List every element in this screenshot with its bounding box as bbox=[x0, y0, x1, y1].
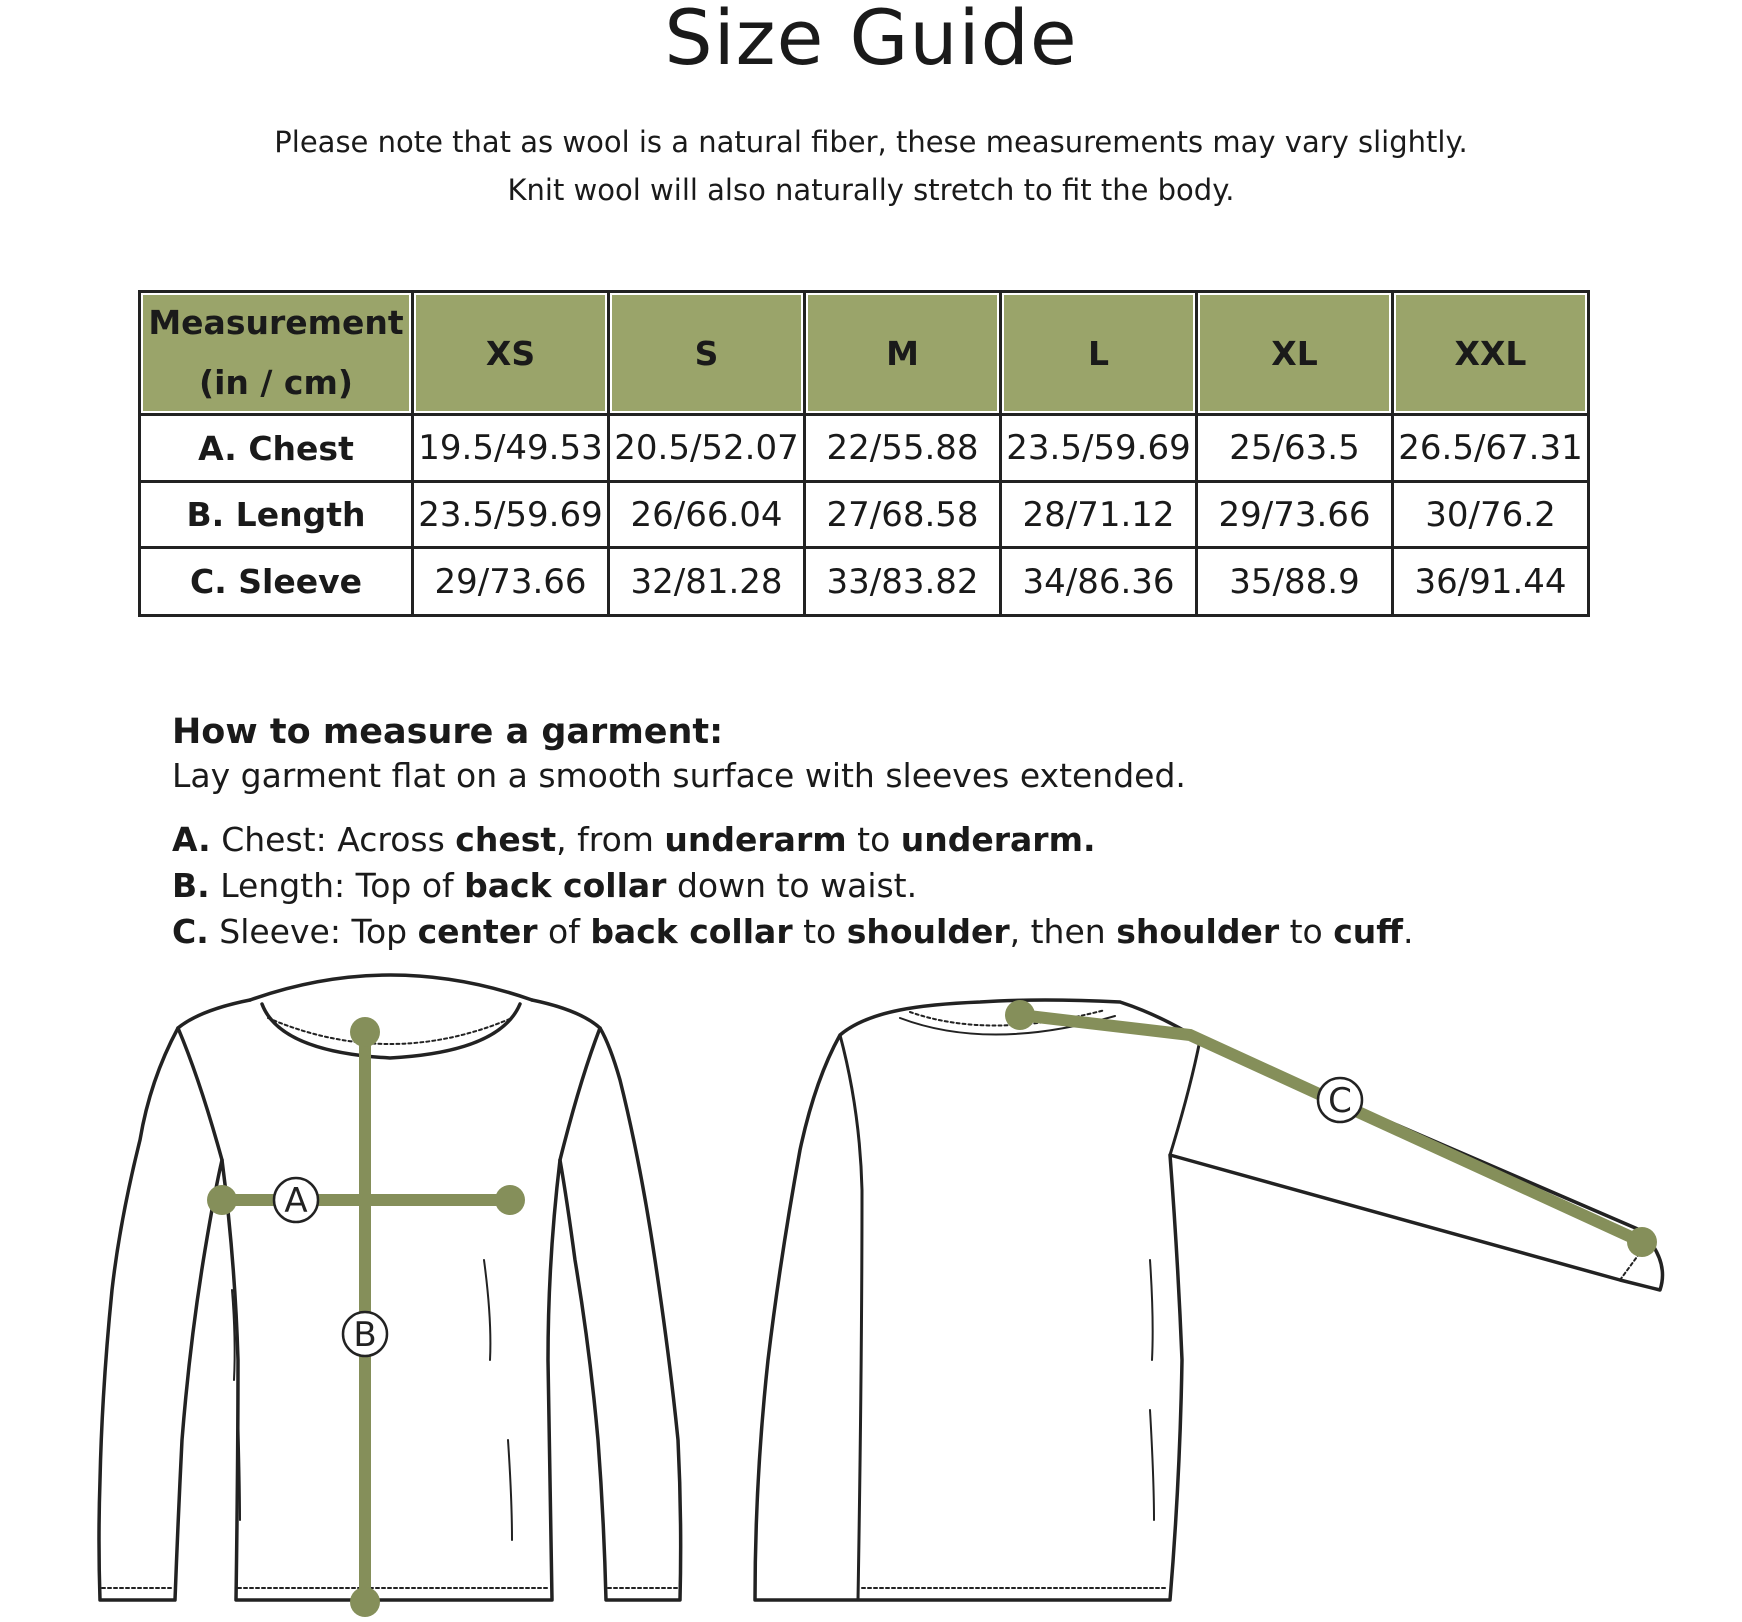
sleeve-end-dot bbox=[1627, 1227, 1657, 1257]
page-title: Size Guide bbox=[664, 0, 1078, 82]
table-cell: 27/68.58 bbox=[805, 482, 1001, 548]
length-bold-1: back collar bbox=[464, 866, 667, 905]
instruction-chest bbox=[172, 820, 1096, 860]
table-cell: 23.5/59.69 bbox=[1001, 415, 1197, 482]
table-cell: 29/73.66 bbox=[1197, 482, 1393, 548]
sleeve-key: C. bbox=[172, 912, 209, 951]
size-header-xs: XS bbox=[413, 292, 609, 415]
howto-heading: How to measure a garment: bbox=[172, 712, 724, 752]
table-row-sleeve bbox=[140, 548, 1589, 616]
table-cell: 25/63.5 bbox=[1197, 415, 1393, 482]
label-c: C bbox=[1328, 1081, 1352, 1121]
instruction-sleeve bbox=[172, 912, 1414, 952]
label-b: B bbox=[353, 1315, 377, 1355]
length-key: B. bbox=[172, 866, 210, 905]
row-label-length: B. Length bbox=[140, 482, 413, 548]
front-garment-outline bbox=[99, 975, 681, 1600]
size-header-s: S bbox=[609, 292, 805, 415]
table-row-length bbox=[140, 482, 1589, 548]
measurement-header bbox=[140, 292, 413, 415]
length-text-2: down to waist. bbox=[676, 866, 918, 905]
size-header-xxl: XXL bbox=[1393, 292, 1589, 415]
sleeve-bold-5: cuff bbox=[1333, 912, 1404, 951]
sleeve-text-1: Top bbox=[351, 912, 408, 951]
sleeve-text-6: . bbox=[1403, 912, 1414, 951]
sleeve-start-dot bbox=[1005, 1000, 1035, 1030]
sleeve-bold-4: shoulder bbox=[1116, 912, 1280, 951]
chest-right-dot bbox=[495, 1185, 525, 1215]
table-cell: 22/55.88 bbox=[805, 415, 1001, 482]
size-header-l: L bbox=[1001, 292, 1197, 415]
row-label-sleeve: C. Sleeve bbox=[140, 548, 413, 616]
table-header-row bbox=[140, 292, 1589, 415]
length-top-dot bbox=[350, 1017, 380, 1047]
sleeve-text-5: to bbox=[1289, 912, 1323, 951]
chest-bold-2: underarm bbox=[664, 820, 847, 859]
chest-bold-1: chest bbox=[455, 820, 557, 859]
sleeve-bold-1: center bbox=[417, 912, 538, 951]
label-a-marker bbox=[274, 1178, 318, 1222]
measurement-header-line1: Measurement bbox=[148, 303, 404, 342]
chest-text-3: to bbox=[857, 820, 891, 859]
table-cell: 30/76.2 bbox=[1393, 482, 1589, 548]
chest-key: A. bbox=[172, 820, 211, 859]
label-c-marker bbox=[1318, 1078, 1362, 1122]
chest-text-2: , from bbox=[556, 820, 654, 859]
garment-diagram bbox=[0, 960, 1742, 1620]
row-label-chest: A. Chest bbox=[140, 415, 413, 482]
table-cell: 32/81.28 bbox=[609, 548, 805, 616]
sleeve-text-4: , then bbox=[1009, 912, 1106, 951]
table-cell: 35/88.9 bbox=[1197, 548, 1393, 616]
table-cell: 26/66.04 bbox=[609, 482, 805, 548]
sleeve-bold-3: shoulder bbox=[846, 912, 1010, 951]
size-header-m: M bbox=[805, 292, 1001, 415]
measurement-header-line2: (in / cm) bbox=[199, 363, 353, 402]
table-cell: 26.5/67.31 bbox=[1393, 415, 1589, 482]
table-cell: 23.5/59.69 bbox=[413, 482, 609, 548]
label-a: A bbox=[284, 1181, 308, 1221]
sleeve-measure-line bbox=[1020, 1015, 1642, 1242]
table-cell: 33/83.82 bbox=[805, 548, 1001, 616]
length-text-1: Top of bbox=[355, 866, 454, 905]
sleeve-text-3: to bbox=[803, 912, 837, 951]
howto-intro: Lay garment flat on a smooth surface with sleeves extended. bbox=[172, 756, 1186, 795]
size-header-xl: XL bbox=[1197, 292, 1393, 415]
table-cell: 19.5/49.53 bbox=[413, 415, 609, 482]
length-bottom-dot bbox=[350, 1587, 380, 1617]
size-table bbox=[138, 290, 1590, 617]
table-cell: 28/71.12 bbox=[1001, 482, 1197, 548]
back-measure-lines bbox=[1005, 1000, 1657, 1257]
note-line-2: Knit wool will also naturally stretch to fit the body. bbox=[507, 173, 1235, 207]
chest-left-dot bbox=[207, 1185, 237, 1215]
chest-name: Chest: bbox=[221, 820, 327, 859]
chest-bold-3: underarm. bbox=[900, 820, 1096, 859]
sleeve-name: Sleeve: bbox=[219, 912, 341, 951]
note-line-1: Please note that as wool is a natural fiber, these measurements may vary slightly. bbox=[274, 125, 1468, 159]
label-b-marker bbox=[343, 1312, 387, 1356]
table-cell: 34/86.36 bbox=[1001, 548, 1197, 616]
table-row-chest bbox=[140, 415, 1589, 482]
table-cell: 20.5/52.07 bbox=[609, 415, 805, 482]
table-cell: 36/91.44 bbox=[1393, 548, 1589, 616]
back-garment-outline bbox=[755, 1000, 1663, 1600]
length-name: Length: bbox=[220, 866, 346, 905]
chest-text-1: Across bbox=[337, 820, 445, 859]
sleeve-bold-2: back collar bbox=[590, 912, 793, 951]
table-cell: 29/73.66 bbox=[413, 548, 609, 616]
sleeve-text-2: of bbox=[548, 912, 580, 951]
instruction-length bbox=[172, 866, 917, 906]
